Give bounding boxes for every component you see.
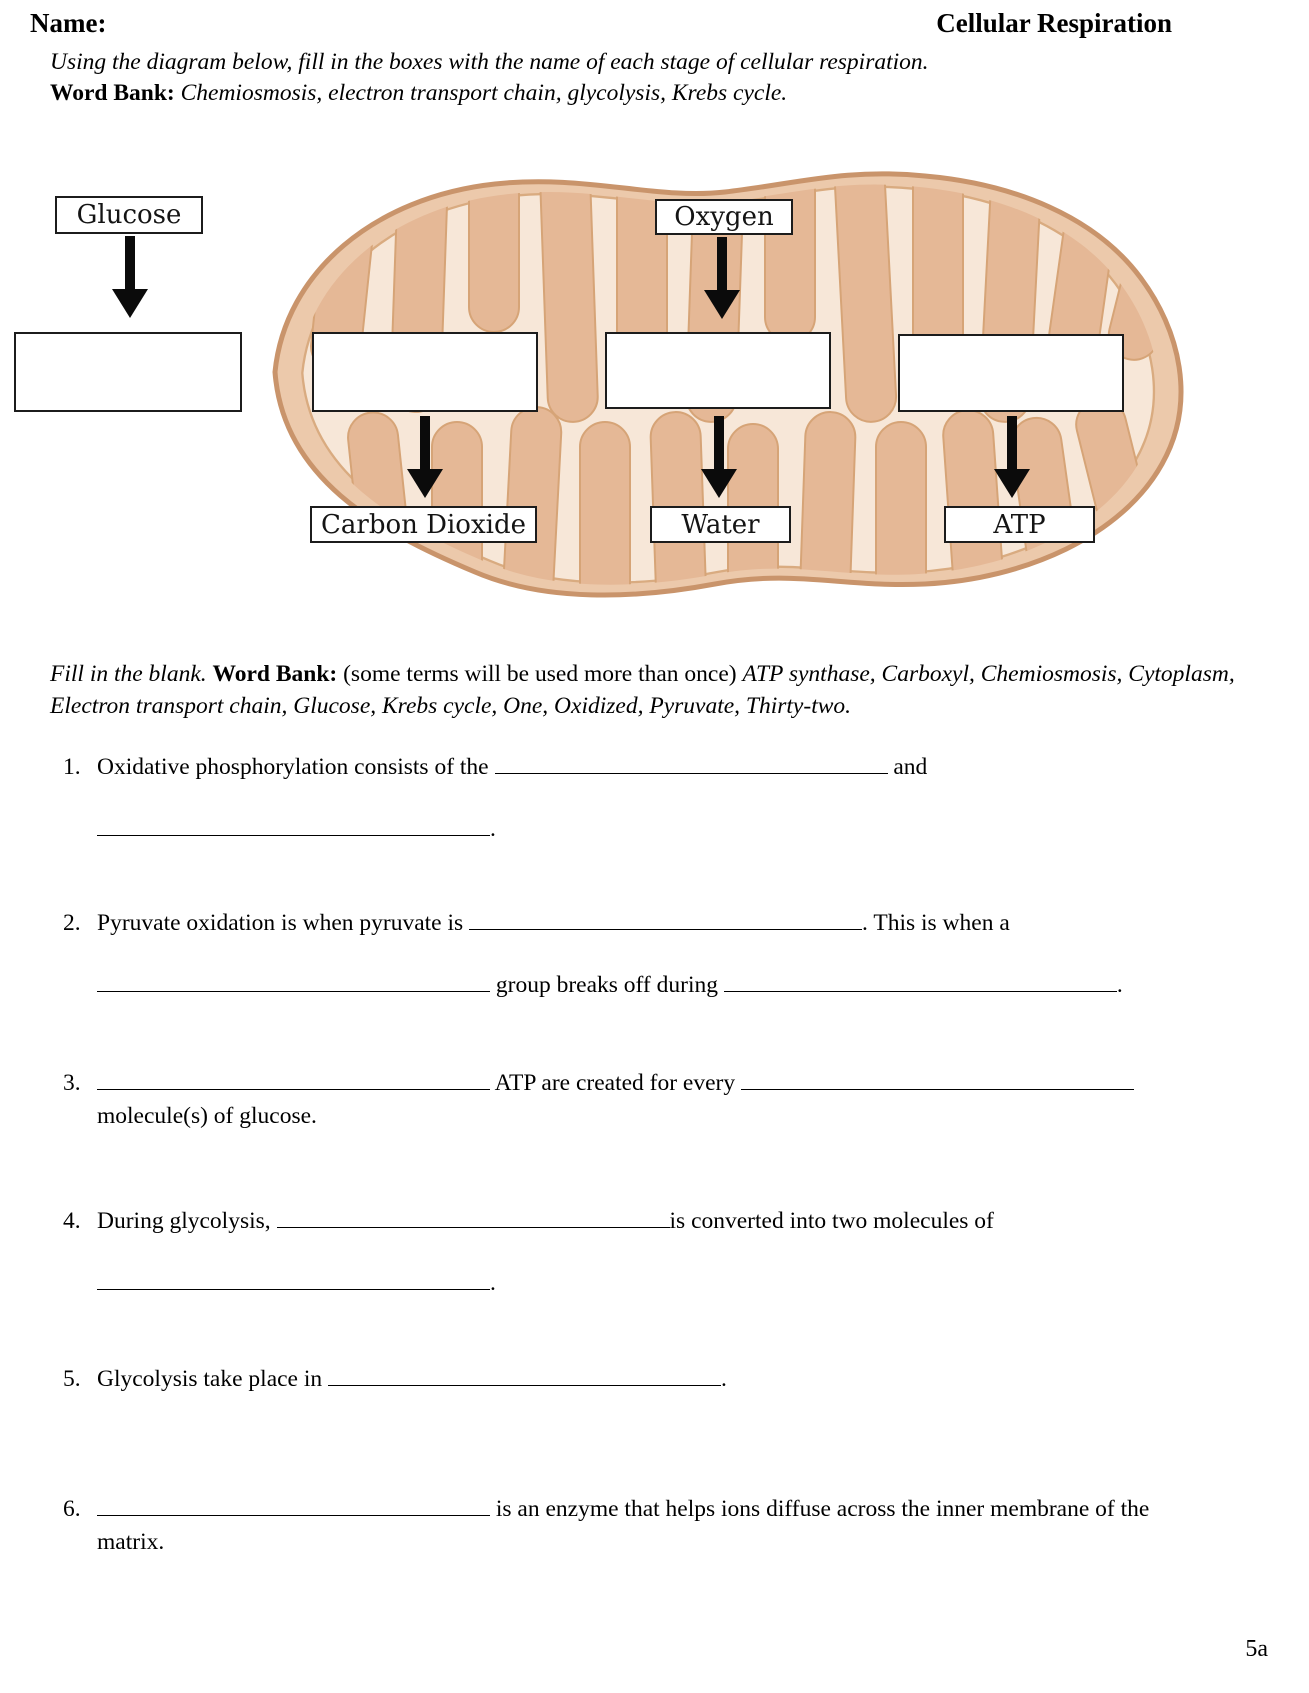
water-label-box: [650, 506, 791, 543]
question-5: [63, 1364, 1283, 1394]
oxygen-label: Oxygen: [674, 202, 774, 232]
word-bank-terms: Chemiosmosis, electron transport chain, glycolysis, Krebs cycle.: [180, 80, 788, 106]
question-text: and: [893, 754, 928, 780]
question-1: [63, 752, 1283, 844]
answer-blank[interactable]: [97, 1268, 490, 1290]
answer-blank[interactable]: [277, 1206, 670, 1228]
question-number: 2.: [63, 910, 81, 936]
fib-word-bank-note: (some terms will be used more than once): [343, 661, 737, 687]
question-text: Oxidative phosphorylation consists of the: [97, 754, 489, 780]
answer-blank[interactable]: [469, 908, 862, 930]
arrow-down-icon: [407, 416, 443, 498]
question-text: ATP are created for every: [494, 1070, 736, 1096]
mitochondrion-diagram: [0, 160, 1309, 638]
question-text: .: [721, 1366, 727, 1392]
carbon-dioxide-label: Carbon Dioxide: [321, 509, 526, 540]
answer-blank[interactable]: [97, 1068, 490, 1090]
question-text: group breaks off during: [495, 972, 718, 998]
stage-answer-box-1[interactable]: [14, 332, 242, 412]
question-number: 5.: [63, 1366, 81, 1392]
name-label: Name:: [30, 8, 107, 38]
question-4: [63, 1206, 1283, 1298]
answer-blank[interactable]: [97, 970, 490, 992]
oxygen-label-box: [655, 199, 793, 235]
page-number: 5a: [1245, 1636, 1268, 1662]
instructions: [50, 47, 1200, 109]
answer-blank[interactable]: [97, 1494, 490, 1516]
atp-label: ATP: [993, 509, 1046, 540]
stage-answer-box-3[interactable]: [605, 332, 831, 409]
question-2: [63, 908, 1283, 1000]
stage-answer-box-4[interactable]: [898, 334, 1124, 412]
question-number: 6.: [63, 1496, 81, 1522]
question-text: Glycolysis take place in: [97, 1366, 323, 1392]
answer-blank[interactable]: [741, 1068, 1134, 1090]
carbon-dioxide-label-box: [310, 506, 537, 543]
question-6: [63, 1494, 1283, 1557]
fill-in-blank-intro: [50, 658, 1268, 722]
stage-answer-box-2[interactable]: [312, 332, 538, 412]
question-3: [63, 1068, 1283, 1131]
answer-blank[interactable]: [724, 970, 1117, 992]
answer-blank[interactable]: [328, 1364, 721, 1386]
fib-intro-label: Fill in the blank.: [50, 661, 207, 687]
question-text: .: [490, 1270, 496, 1296]
answer-blank[interactable]: [495, 752, 888, 774]
question-text: is an enzyme that helps ions diffuse across the inner membrane of the: [495, 1496, 1150, 1522]
arrow-down-icon: [994, 416, 1030, 498]
question-text: . This is when a: [862, 910, 1010, 936]
arrow-down-icon: [704, 237, 740, 319]
question-text: During glycolysis,: [97, 1208, 271, 1234]
atp-label-box: [944, 506, 1095, 543]
glucose-label-box: [55, 196, 203, 234]
water-label: Water: [681, 509, 760, 540]
question-text: molecule(s) of glucose.: [97, 1103, 317, 1129]
question-text: Pyruvate oxidation is when pyruvate is: [97, 910, 464, 936]
question-text: .: [490, 816, 496, 842]
question-text: matrix.: [97, 1529, 165, 1555]
answer-blank[interactable]: [97, 814, 490, 836]
diagram-word-bank: [50, 78, 1200, 109]
question-number: 3.: [63, 1070, 81, 1096]
glucose-label: Glucose: [76, 200, 182, 230]
page-title: Cellular Respiration: [936, 8, 1172, 38]
question-number: 1.: [63, 754, 81, 780]
question-number: 4.: [63, 1208, 81, 1234]
fib-word-bank-label: Word Bank:: [212, 661, 338, 687]
question-text: is converted into two molecules of: [669, 1208, 994, 1234]
instructions-line: Using the diagram below, fill in the boxes with the name of each stage of cellular respiration.: [50, 49, 929, 75]
question-text: .: [1116, 972, 1123, 998]
arrow-down-icon: [112, 236, 148, 318]
arrow-down-icon: [701, 416, 737, 498]
fib-word-bank-terms: ATP synthase, Carboxyl, Chemiosmosis, Cytoplasm, Electron transport chain, Glucose, Krebs cycle, One, Oxidized, Pyruvate, Thirty-two.: [50, 661, 1235, 719]
word-bank-label: Word Bank:: [50, 80, 175, 106]
